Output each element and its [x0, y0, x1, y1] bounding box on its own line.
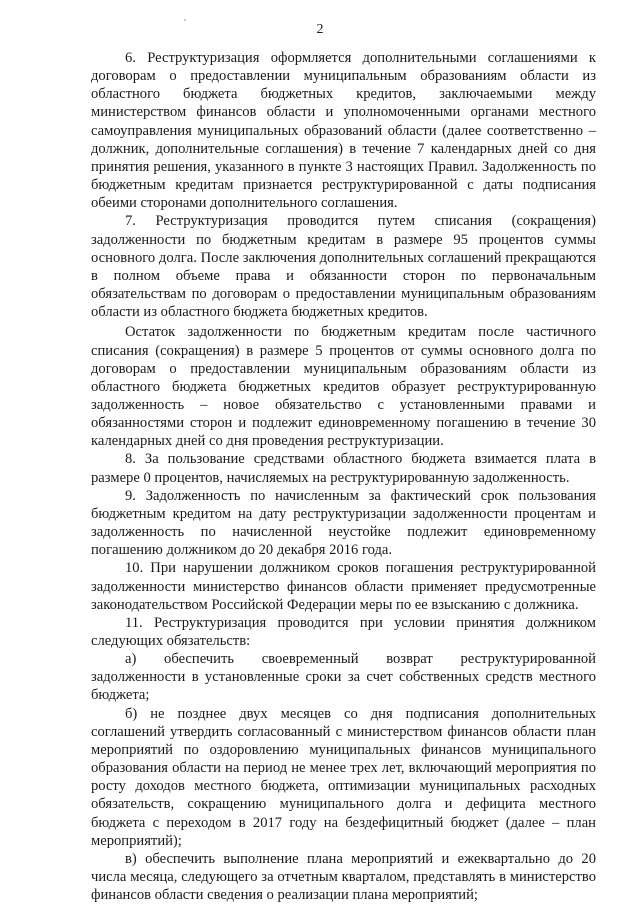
paragraph-11-a: а) обеспечить своевременный возврат реструктурированной задолженности в установленные сроки за счет собственных средств местного бюджета; [91, 651, 596, 704]
paragraph-11-v: в) обеспечить выполнение плана мероприятий и ежеквартально до 20 числа месяца, следующего за отчетным кварталом, представлять в министерство финансов области сведения о реализации плана мероприятий; [91, 850, 596, 904]
page-number: 2 [316, 22, 324, 37]
paragraph-7-remainder: Остаток задолженности по бюджетным кредитам после частичного списания (сокращения) в размере 5 процентов от суммы основного долга по договорам о предоставлении муниципальным образованиям области из областного бюджета бюджетных кредитов образует реструктурированную задолженность – новое обязательство с установленными правами и обязанностями сторон и подлежит единовременному погашению в течение 30 календарных дней со дня проведения реструктуризации. [91, 324, 596, 450]
paragraph-6: 6. Реструктуризация оформляется дополнительными соглашениями к договорам о предоставлении муниципальным образованиям области из областного бюджета бюджетных кредитов, заключаемыми между министерством финансов области и уполномоченными органами местного самоуправления муниципальных образований области (далее соответственно – должник, дополнительные соглашения) в течение 7 календарных дней со дня принятия решения, указанного в пункте 3 настоящих Правил. Задолженность по бюджетным кредитам признается реструктурированной с даты подписания обеими сторонами дополнительного соглашения. [91, 50, 596, 212]
paragraph-9: 9. Задолженность по начисленным за фактический срок пользования бюджетным кредитом на дату реструктуризации задолженности процентам и задолженность по начисленной неустойке подлежит единовременному погашению должником до 20 декабря 2016 года. [91, 487, 596, 559]
scan-speck [184, 19, 186, 21]
paragraph-7: 7. Реструктуризация проводится путем списания (сокращения) задолженности по бюджетным кредитам в размере 95 процентов суммы основного долга. После заключения дополнительных соглашений прекращаются в полном объеме права и обязанности сторон по первоначальным обязательствам по договорам о предоставлении муниципальным образованиям области из областного бюджета бюджетных кредитов. [91, 213, 596, 321]
paragraph-8: 8. За пользование средствами областного бюджета взимается плата в размере 0 процентов, начисляемых на реструктурированную задолженность. [91, 451, 596, 486]
paragraph-10: 10. При нарушении должником сроков погашения реструктурированной задолженности министерство финансов области применяет предусмотренные законодательством Российской Федерации меры по ее взысканию с должника. [91, 560, 596, 613]
document-body [91, 49, 596, 904]
paragraph-11-b: б) не позднее двух месяцев со дня подписания дополнительных соглашений утвердить согласованный с министерством финансов области план мероприятий по оздоровлению муниципальных финансов муниципального образования области на период не менее трех лет, включающий мероприятия по росту доходов местного бюджета, оптимизации муниципальных расходных обязательств, сокращению муниципального долга и дефицита местного бюджета с переходом в 2017 году на бездефицитный бюджет (далее – план мероприятий); [91, 705, 596, 849]
paragraph-11: 11. Реструктуризация проводится при условии принятия должником следующих обязательств: [91, 614, 596, 649]
